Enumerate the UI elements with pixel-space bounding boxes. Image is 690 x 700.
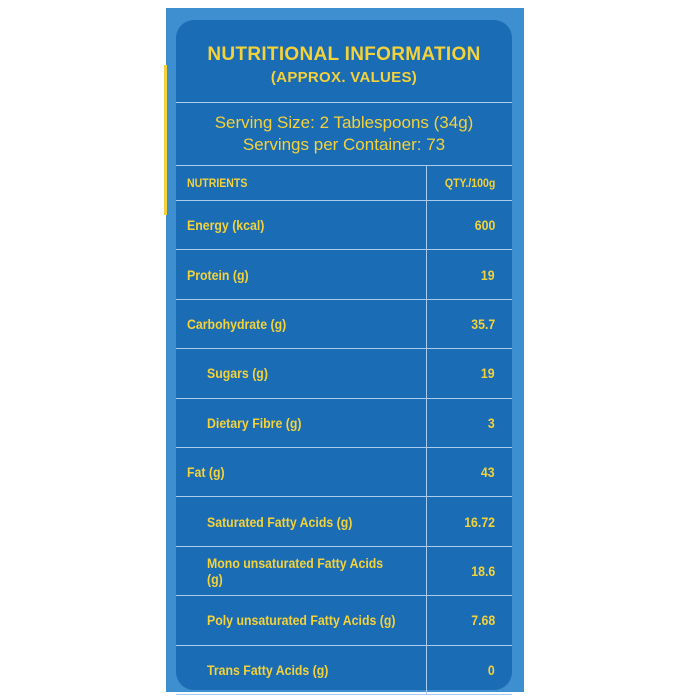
nutrition-card [176,20,512,690]
header-nutrients-text: NUTRIENTS [187,175,248,190]
nutrient-name: Protein (g) [187,266,249,283]
nutrient-name: Trans Fatty Acids (g) [207,661,329,678]
table-row [176,646,512,695]
nutrient-value-cell [427,547,512,595]
table-row [176,547,512,596]
header-qty [427,165,512,200]
nutrient-value-cell [427,646,512,694]
nutrient-name-cell [176,300,427,348]
nutrient-name-cell [176,547,427,595]
divider-top [176,102,512,103]
nutrient-value: 19 [481,365,495,382]
nutrient-value-cell [427,448,512,496]
nutrient-name-cell [176,646,427,694]
nutrient-value-cell [427,497,512,545]
table-row [176,399,512,448]
nutrient-value-cell [427,349,512,397]
nutrient-name-cell [176,399,427,447]
nutrient-value: 43 [481,464,495,481]
table-row [176,201,512,250]
header-qty-text: QTY./100g [444,175,495,190]
table-row [176,596,512,645]
label-title: NUTRITIONAL INFORMATION [207,44,481,65]
nutrient-value: 35.7 [471,315,495,332]
table-body [176,201,512,695]
table-header-row [176,165,512,201]
nutrient-value: 600 [474,217,495,234]
nutrient-name: Carbohydrate (g) [187,315,287,332]
nutrient-value-cell [427,300,512,348]
nutrient-value: 16.72 [464,513,495,530]
edge-accent [164,65,167,215]
nutrient-name: Dietary Fibre (g) [207,414,302,431]
serving-size: Serving Size: 2 Tablespoons (34g) [214,113,474,132]
nutrient-name-cell [176,596,427,644]
nutrient-value: 18.6 [471,562,495,579]
table-row [176,300,512,349]
nutrient-value-cell [427,596,512,644]
nutrient-name-cell [176,250,427,298]
nutrient-name: Poly unsaturated Fatty Acids (g) [207,612,396,629]
nutrient-name: Mono unsaturated Fatty Acids (g) [207,554,384,587]
nutrient-name-cell [176,349,427,397]
table-row [176,497,512,546]
nutrient-name-cell [176,201,427,249]
header-nutrients [176,165,427,200]
nutrient-name: Energy (kcal) [187,217,265,234]
servings-per-container: Servings per Container: 73 [242,135,446,154]
nutrient-value: 7.68 [471,612,495,629]
nutrient-name: Saturated Fatty Acids (g) [207,513,353,530]
nutrient-name-cell [176,497,427,545]
label-subtitle: (APPROX. VALUES) [270,69,418,86]
nutrient-name: Sugars (g) [207,365,268,382]
nutrient-name-cell [176,448,427,496]
nutrient-name: Fat (g) [187,464,225,481]
nutrient-value: 0 [488,661,495,678]
table-row [176,448,512,497]
nutrient-value-cell [427,399,512,447]
table-row [176,349,512,398]
nutrient-value: 19 [481,266,495,283]
nutrient-value-cell [427,250,512,298]
label-panel [166,8,524,692]
nutrient-value: 3 [488,414,495,431]
table-row [176,250,512,299]
nutrition-table [176,165,512,695]
nutrient-value-cell [427,201,512,249]
